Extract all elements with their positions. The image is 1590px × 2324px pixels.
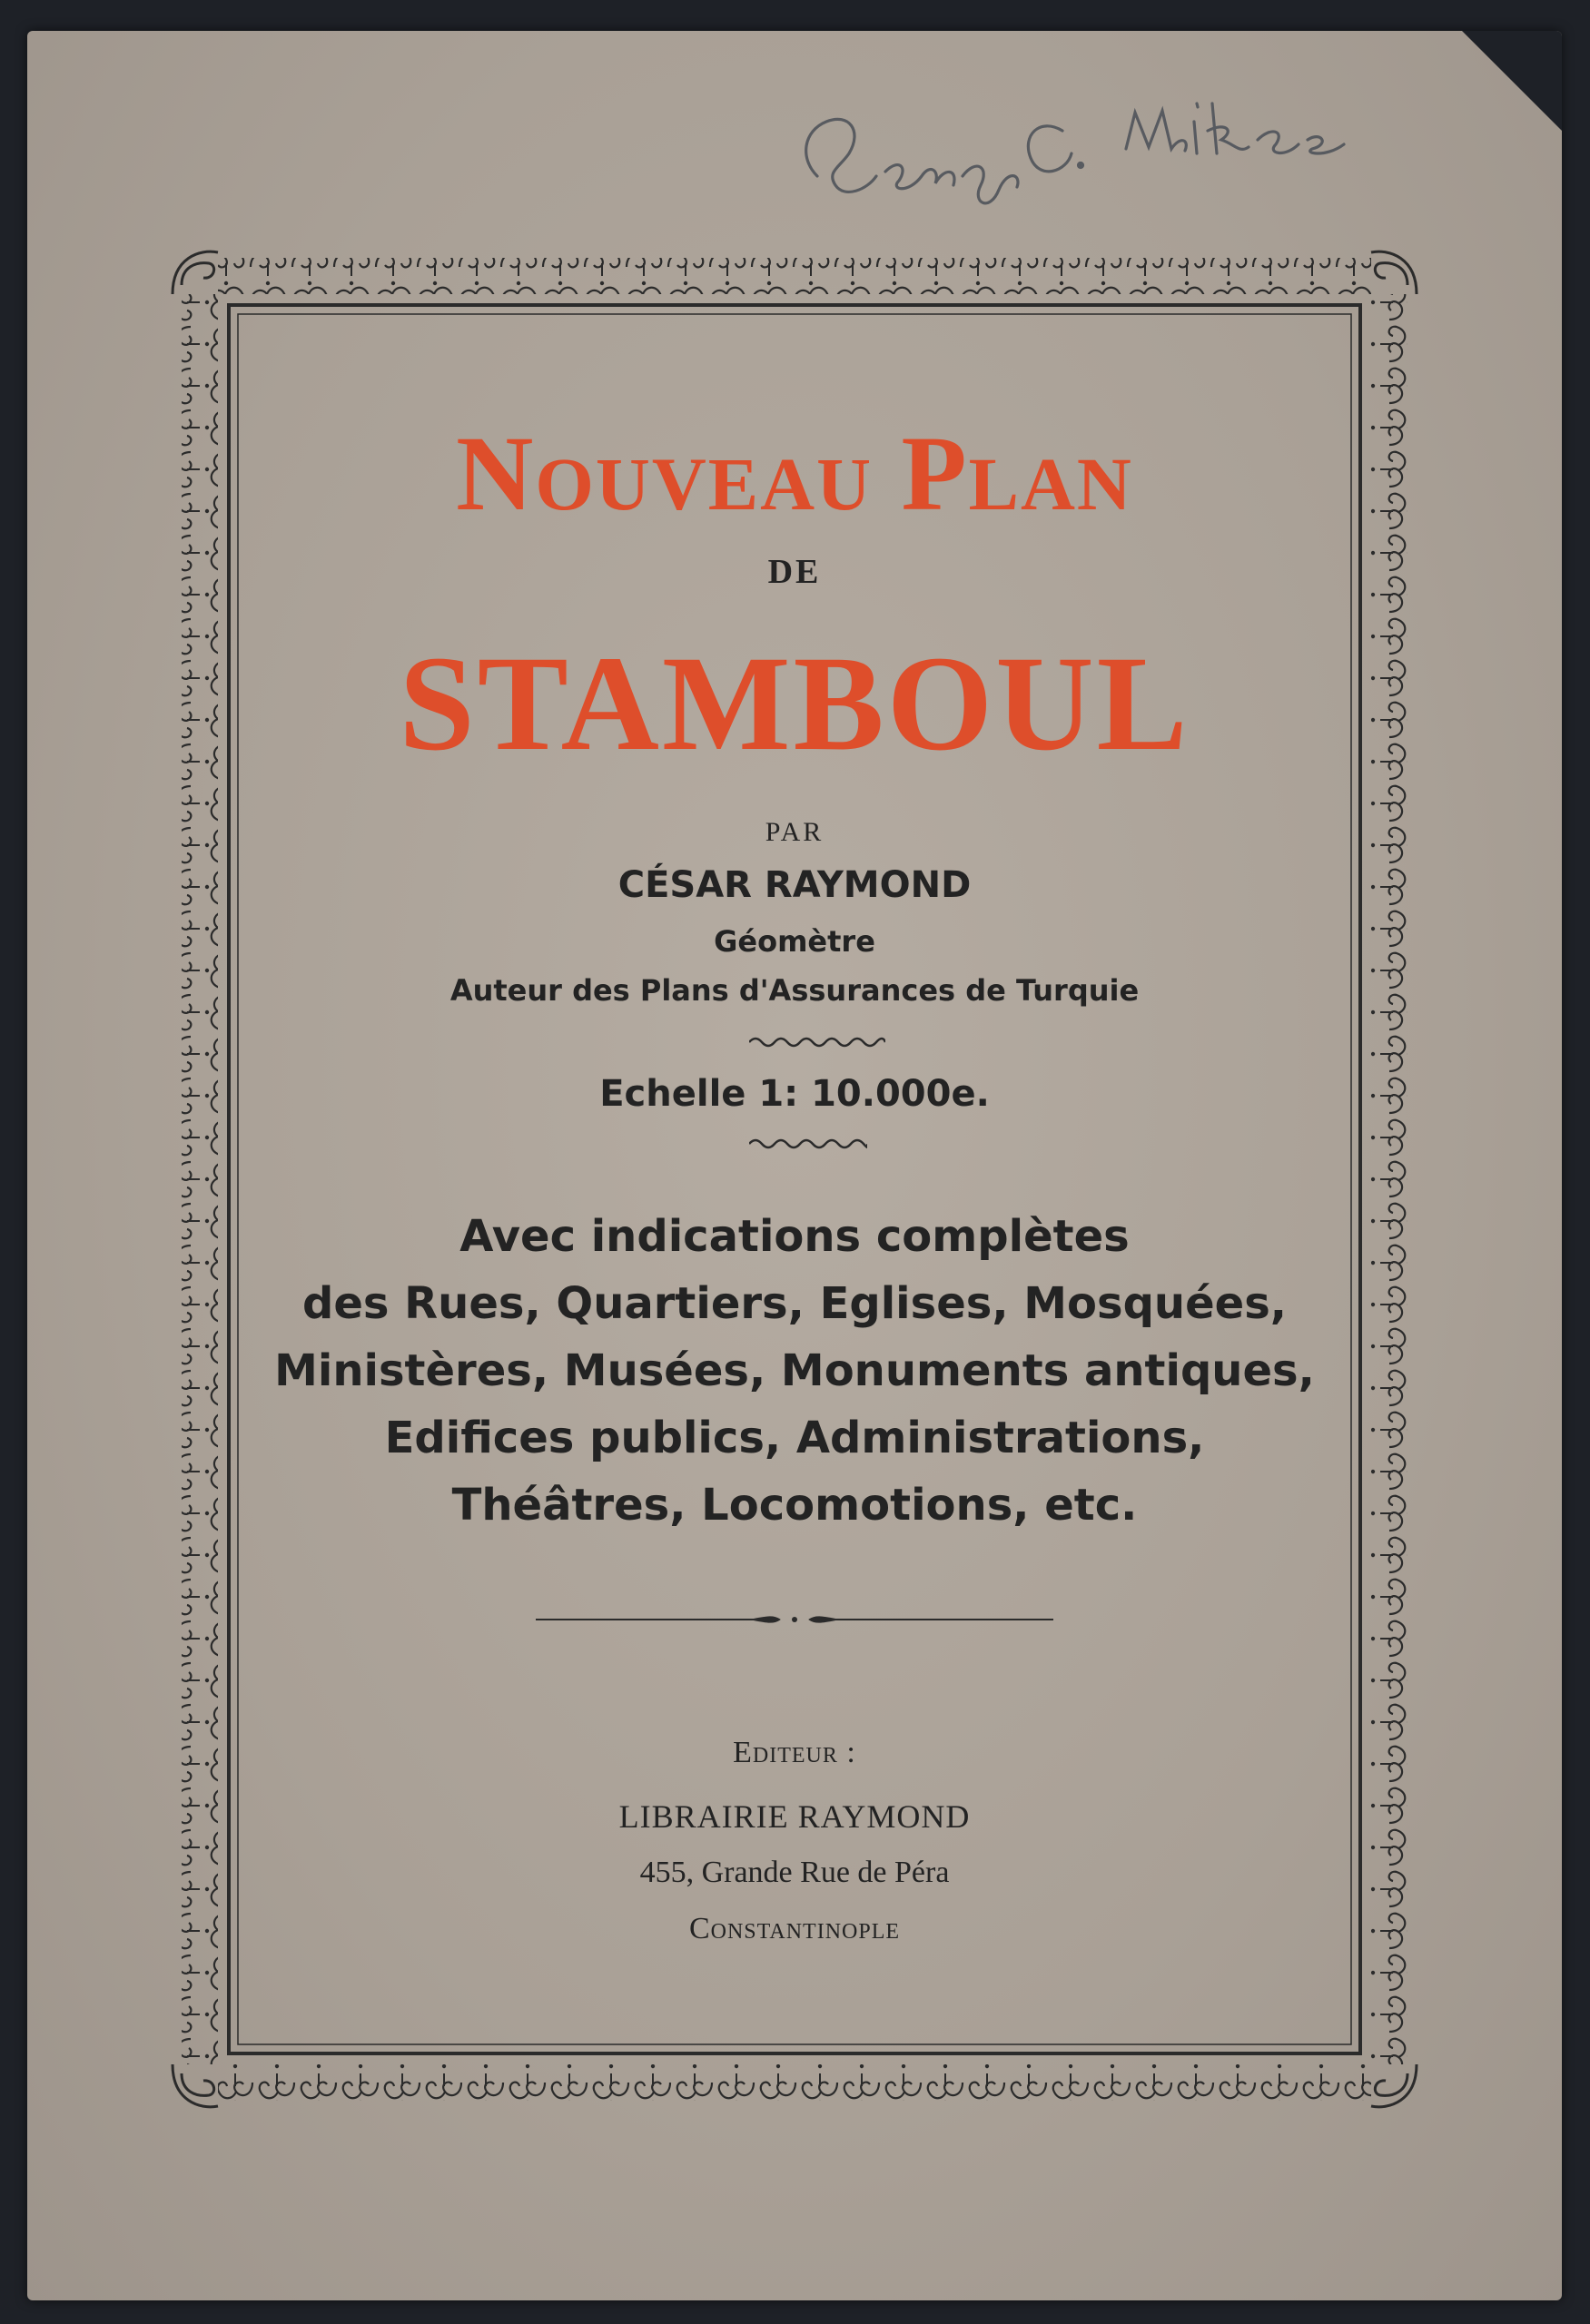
title-line-3: STAMBOUL: [399, 628, 1190, 779]
description-line-4: Edifices publics, Administrations,: [384, 1413, 1205, 1463]
author-par: PAR: [765, 817, 825, 847]
publisher-name: LIBRAIRIE RAYMOND: [618, 1798, 971, 1835]
publisher-label: Editeur :: [733, 1736, 856, 1769]
author-name: CÉSAR RAYMOND: [617, 864, 972, 906]
description-line-3: Ministères, Musées, Monuments antiques,: [274, 1345, 1315, 1396]
wavy-divider-top: [749, 1035, 885, 1049]
folded-corner: [1462, 31, 1562, 131]
description-line-2: des Rues, Quartiers, Eglises, Mosquées,: [301, 1278, 1288, 1329]
ornamental-rule: [536, 1610, 1053, 1629]
description-line-1: Avec indications complètes: [459, 1211, 1130, 1262]
title-line-2: DE: [767, 553, 822, 591]
description-line-5: Théâtres, Locomotions, etc.: [451, 1480, 1138, 1531]
publisher-city: Constantinople: [688, 1912, 901, 1945]
author-credit: Auteur des Plans d'Assurances de Turquie: [449, 973, 1140, 1008]
author-role: Géomètre: [714, 924, 875, 959]
handwritten-signature: [763, 67, 1453, 231]
book-cover: [27, 31, 1562, 2300]
wavy-divider-bottom: [749, 1137, 867, 1151]
publisher-address: 455, Grande Rue de Péra: [639, 1856, 950, 1889]
title-line-1: Nouveau Plan: [456, 414, 1133, 533]
scale-text: Echelle 1: 10.000e.: [599, 1073, 990, 1115]
